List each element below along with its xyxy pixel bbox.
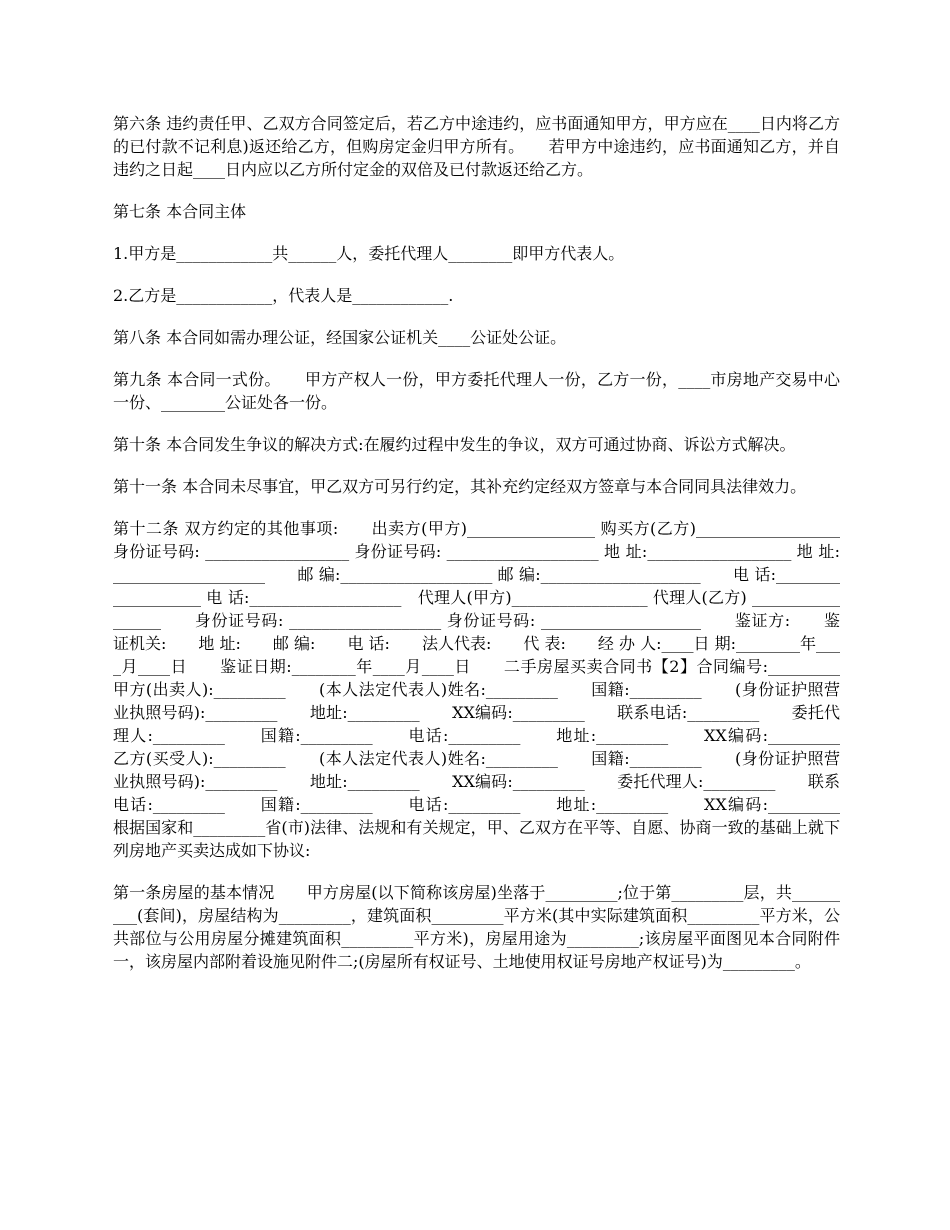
party-b-clause: 2.乙方是____________，代表人是____________. bbox=[113, 286, 454, 305]
article-9-copies: 第九条 本合同一式份。 甲方产权人一份，甲方委托代理人一份，乙方一份，____市房地产交易中心一份、________公证处各一份。 bbox=[113, 370, 840, 412]
article-6-breach-liability: 第六条 违约责任甲、乙双方合同签定后，若乙方中途违约，应书面通知甲方，甲方应在____日内将乙方的已付款不记利息)返还给乙方，但购房定金归甲方所有。 若甲方中途违约，应书面通知乙方，并自违约之日起____日内应以乙方所付定金的双倍及已付款返还给乙方。 bbox=[113, 114, 840, 179]
party-a-clause: 1.甲方是____________共______人，委托代理人________即甲方代表人。 bbox=[113, 244, 625, 263]
article-7-heading: 第七条 本合同主体 bbox=[113, 202, 247, 221]
contract-document bbox=[113, 112, 873, 992]
article-11-supplementary: 第十一条 本合同未尽事宜，甲乙双方可另行约定，其补充约定经双方签章与本合同同具法律效力。 bbox=[113, 477, 807, 496]
article-1-property-info: 第一条房屋的基本情况 甲方房屋(以下简称该房屋)坐落于_________;位于第_________层，共_________(套间)，房屋结构为_________，建筑面积_________平方米(其中实际建筑面积_________平方米，公共部位与公用房屋分摊建筑面积_________平方米)，房屋用途为_________;该房屋平面图见本合同附件一，该房屋内部附着设施见附件二;(房屋所有权证号、土地使用权证号房地产权证号)为_________。 bbox=[113, 883, 840, 971]
article-12-other-matters: 第十二条 双方约定的其他事项: 出卖方(甲方)________________ 购买方(乙方)__________________ 身份证号码: __________________ 身份证号码: ___________________ 地 址:__________________ 地 址:___________________ 邮 编:___________________ 邮 编:____________________ 电 话:___________________ 电 话:___________________ 代理人(甲方)_________________ 代理人(乙方) _________________ 身份证号码: ___________________ 身份证号码: ____________________ 鉴证方: 鉴证机关: 地 址: 邮 编: 电 话: 法人代表: 代 表: 经 办 人:____日 期:________年____月____日 鉴证日期:________年____月____日 二手房屋买卖合同书【2】合同编号:_________ 甲方(出卖人):_________ (本人法定代表人)姓名:_________ 国籍:_________ (身份证护照营业执照号码):_________ 地址:_________ XX编码:_________ 联系电话:_________ 委托代理人:_________ 国籍:_________ 电话:_________ 地址:_________ XX编码:_________ 乙方(买受人):_________ (本人法定代表人)姓名:_________ 国籍:_________ (身份证护照营业执照号码):_________ 地址:_________ XX编码:_________ 委托代理人:_________ 联系电话:_________ 国籍:_________ 电话:_________ 地址:_________ XX编码:_________ 根据国家和_________省(市)法律、法规和有关规定，甲、乙双方在平等、自愿、协商一致的基础上就下列房地产买卖达成如下协议: bbox=[113, 519, 873, 860]
article-10-dispute-resolution: 第十条 本合同发生争议的解决方式:在履约过程中发生的争议，双方可通过协商、诉讼方式解决。 bbox=[113, 435, 796, 454]
article-8-notarization: 第八条 本合同如需办理公证，经国家公证机关____公证处公证。 bbox=[113, 328, 567, 347]
